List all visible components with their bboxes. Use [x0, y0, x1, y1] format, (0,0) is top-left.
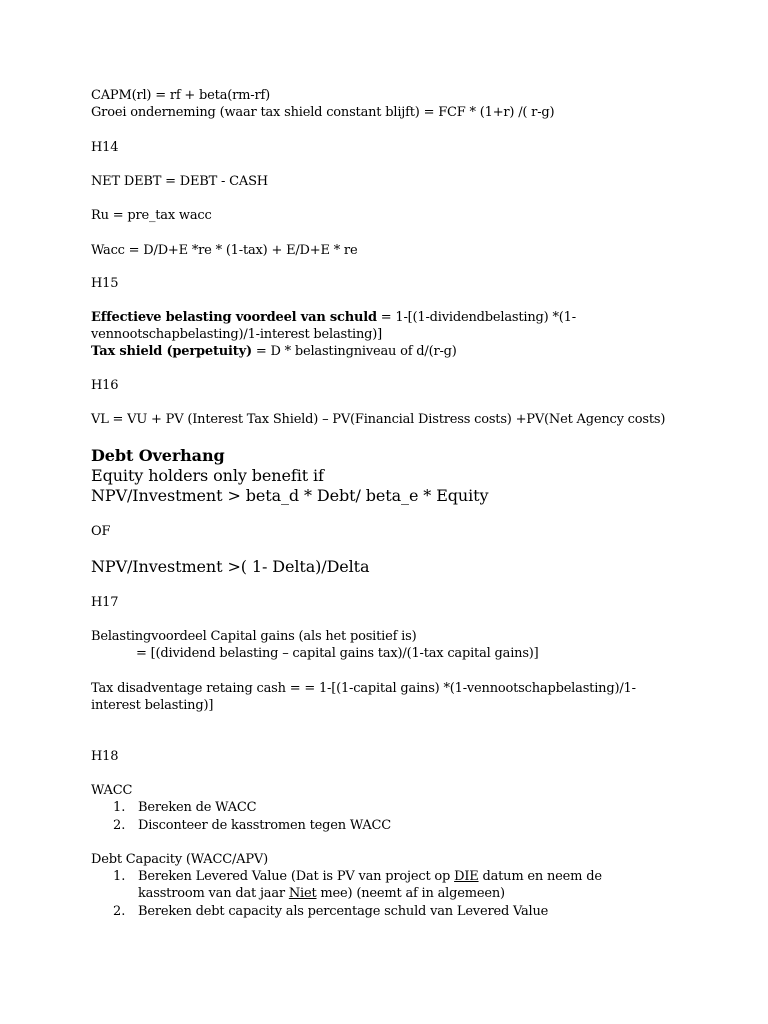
- heading-h14: H14: [91, 140, 119, 155]
- net-debt-line: NET DEBT = DEBT - CASH: [91, 174, 268, 189]
- debt-capacity-step-2: Bereken debt capacity als percentage schuld van Levered Value: [138, 904, 549, 919]
- debt-capacity-heading: Debt Capacity (WACC/APV): [91, 852, 268, 867]
- debt-capacity-step-number: 1.: [113, 869, 126, 884]
- capm-line: CAPM(rl) = rf + beta(rm-rf): [91, 88, 270, 103]
- tax-shield-line: [91, 343, 457, 360]
- wacc-step-number: 1.: [113, 800, 126, 815]
- effectieve-label: Effectieve belasting voordeel van schuld: [91, 310, 377, 325]
- tax-shield-label: Tax shield (perpetuity): [91, 344, 252, 359]
- step-1-cont-end: mee) (neemt af in algemeen): [316, 886, 505, 901]
- wacc-step-text: Bereken de WACC: [138, 800, 257, 815]
- debt-capacity-step-1: [138, 868, 602, 885]
- wacc-step-number: 2.: [113, 818, 126, 833]
- ru-line: Ru = pre_tax wacc: [91, 208, 212, 223]
- belastingvoordeel-formula: = [(dividend belasting – capital gains tax)/(1-tax capital gains)]: [136, 646, 539, 661]
- effectieve-formula: = 1-[(1-dividendbelasting) *(1-: [376, 310, 576, 325]
- npv-delta-line: NPV/Investment >( 1- Delta)/Delta: [91, 557, 370, 576]
- wacc-formula-line: Wacc = D/D+E *re * (1-tax) + E/D+E * re: [91, 243, 358, 258]
- npv-beta-line: NPV/Investment > beta_d * Debt/ beta_e * Equity: [91, 486, 489, 505]
- wacc-step-text: Disconteer de kasstromen tegen WACC: [138, 818, 392, 833]
- wacc-heading: WACC: [91, 783, 133, 798]
- tax-disadvantage-line: Tax disadventage retaing cash = = 1-[(1-capital gains) *(1-vennootschapbelasting)/1-: [91, 681, 636, 696]
- heading-h15: H15: [91, 276, 119, 291]
- heading-h16: H16: [91, 378, 119, 393]
- groei-line: Groei onderneming (waar tax shield constant blijft) = FCF * (1+r) /( r-g): [91, 105, 555, 120]
- tax-disadvantage-continuation: interest belasting)]: [91, 698, 214, 713]
- tax-shield-formula: = D * belastingniveau of d/(r-g): [251, 344, 457, 359]
- debt-capacity-step-number: 2.: [113, 904, 126, 919]
- step-1-cont-text: kasstroom van dat jaar: [138, 886, 289, 901]
- effectieve-line: [91, 309, 576, 326]
- step-1-underlined-die: DIE: [454, 869, 479, 884]
- effectieve-continuation: vennootschapbelasting)/1-interest belasting)]: [91, 327, 383, 342]
- step-1-text: Bereken Levered Value (Dat is PV van project op: [138, 869, 455, 884]
- heading-h18: H18: [91, 749, 119, 764]
- step-1-underlined-niet: Niet: [288, 886, 317, 901]
- of-line: OF: [91, 524, 111, 539]
- heading-h17: H17: [91, 595, 119, 610]
- debt-capacity-step-1-continuation: [138, 885, 505, 902]
- belastingvoordeel-line: Belastingvoordeel Capital gains (als het positief is): [91, 629, 417, 644]
- step-1-text-end: datum en neem de: [478, 869, 602, 884]
- vl-formula-line: VL = VU + PV (Interest Tax Shield) – PV(Financial Distress costs) +PV(Net Agency costs): [91, 412, 666, 427]
- debt-overhang-heading: Debt Overhang: [91, 446, 225, 465]
- equity-holders-line: Equity holders only benefit if: [91, 466, 324, 485]
